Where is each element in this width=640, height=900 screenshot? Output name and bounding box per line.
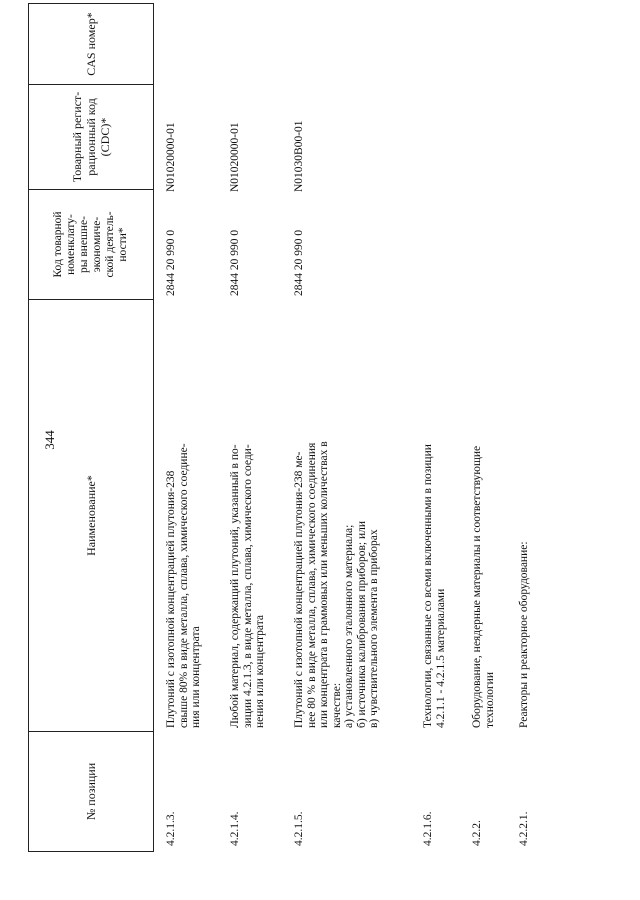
item-name-line: нее 80 % в виде металла, сплава, химического соединения [305, 442, 318, 728]
tnved-code: 2844 20 990 0 [293, 229, 305, 296]
header-tnved [28, 190, 154, 300]
header-cas-label: CAS номер* [84, 12, 98, 76]
item-name [229, 298, 267, 728]
item-name-line: технологии [483, 672, 496, 728]
header-position-label: № позиции [84, 762, 98, 821]
item-name-line: Плутоний с изотопной концентрацией плутония-238 [165, 470, 177, 728]
item-name-line: качестве: [330, 682, 343, 728]
position-code: 4.2.1.5. [293, 811, 305, 846]
header-cdc-label: Товарный регист- рационный код (CDC)* [70, 91, 112, 183]
item-name [422, 298, 447, 728]
item-name-line: б) источника калибрования приборов; или [355, 520, 368, 728]
item-name-line: зиции 4.2.1.3, в виде металла, сплава, химического соеди- [241, 444, 254, 728]
item-name-line: Реакторы и реакторное оборудование: [518, 541, 530, 728]
item-name-line: 4.2.1.1 - 4.2.1.5 материалами [434, 588, 447, 728]
page-number: 344 [42, 430, 57, 450]
item-name-line: а) установленного эталонного материала; [343, 524, 355, 728]
item-name-line: ния или концентрата [190, 626, 202, 728]
cdc-code: N01030B00-01 [293, 120, 305, 192]
item-name-line: Любой материал, содержащий плутоний, указанный в по- [229, 444, 241, 728]
tnved-code: 2844 20 990 0 [229, 229, 241, 296]
position-code: 4.2.1.4. [229, 811, 241, 846]
item-name-line: свыше 80% в виде металла, сплава, химического соедине- [177, 443, 190, 728]
position-code: 4.2.1.3. [165, 811, 177, 846]
item-name [165, 298, 203, 728]
item-name [293, 298, 381, 728]
item-name-line: Оборудование, неядерные материалы и соответствующие [471, 445, 483, 728]
item-name-line: Плутоний с изотопной концентрацией плутония-238 ме- [293, 451, 305, 728]
header-name-label: Наименование* [84, 475, 98, 556]
header-tnved-label: Код товарной номенклату- ры внешне- экономиче- ской деятель- ности* [52, 211, 129, 278]
item-name [471, 298, 496, 728]
position-code: 4.2.2. [471, 820, 483, 846]
item-name-line: или концентрата в граммовых или меньших количествах в [318, 441, 330, 728]
header-position [28, 732, 154, 852]
tnved-code: 2844 20 990 0 [165, 229, 177, 296]
header-cdc [28, 85, 154, 190]
cdc-code: N01020000-01 [229, 122, 241, 192]
item-name-line: нения или концентрата [254, 615, 266, 728]
item-name [518, 298, 531, 728]
position-code: 4.2.2.1. [518, 811, 530, 846]
cdc-code: N01020000-01 [165, 122, 177, 192]
header-name [28, 300, 154, 732]
item-name-line: Технологии, связанные со всеми включенными в позиции [422, 444, 434, 728]
item-name-line: в) чувствительного элемента в приборах [368, 529, 380, 728]
position-code: 4.2.1.6. [422, 811, 434, 846]
header-cas [28, 3, 154, 85]
